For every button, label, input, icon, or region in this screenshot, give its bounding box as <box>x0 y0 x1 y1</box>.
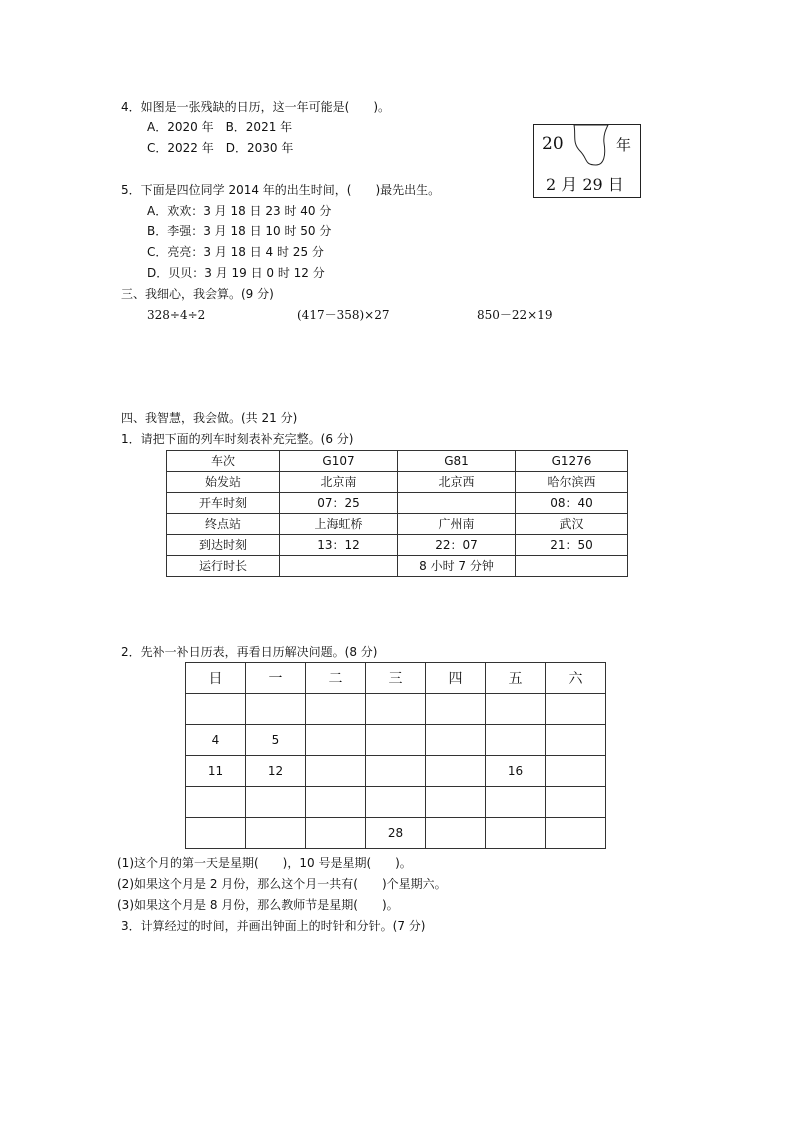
calendar-day-cell: 5 <box>246 725 306 756</box>
calendar-day-cell[interactable] <box>366 725 426 756</box>
calendar-day-cell[interactable] <box>366 694 426 725</box>
calendar-day-cell[interactable] <box>426 694 486 725</box>
calendar-day-cell[interactable] <box>486 694 546 725</box>
answer-blank-cell[interactable] <box>516 556 628 577</box>
table-cell: 08：40 <box>516 493 628 514</box>
calendar-day-cell[interactable] <box>546 694 606 725</box>
calendar-day-cell[interactable] <box>246 694 306 725</box>
table-cell: 21：50 <box>516 535 628 556</box>
table-cell: G81 <box>398 451 516 472</box>
calendar-day-cell[interactable] <box>546 725 606 756</box>
table-row <box>167 535 628 556</box>
expr-1: 328÷4÷2 <box>147 308 206 322</box>
table-row <box>167 556 628 577</box>
calendar-day-cell[interactable] <box>366 787 426 818</box>
calendar-day-cell[interactable] <box>426 756 486 787</box>
table-cell: 到达时刻 <box>167 535 280 556</box>
q5-stem: 5．下面是四位同学 2014 年的出生时间，( )最先出生。 <box>121 183 441 197</box>
calendar-day-cell[interactable] <box>306 787 366 818</box>
calendar-day-cell[interactable] <box>486 787 546 818</box>
calendar-day-cell[interactable] <box>486 818 546 849</box>
calendar-day-cell: 16 <box>486 756 546 787</box>
calendar-day-cell[interactable] <box>366 756 426 787</box>
table-cell: 哈尔滨西 <box>516 472 628 493</box>
table-cell: 北京南 <box>280 472 398 493</box>
calendar-day-cell[interactable] <box>426 787 486 818</box>
expr-3: 850－22×19 <box>477 308 553 322</box>
table-cell: 22：07 <box>398 535 516 556</box>
q2-title: 2．先补一补日历表，再看日历解决问题。(8 分) <box>121 645 378 659</box>
q1-title: 1．请把下面的列车时刻表补充完整。(6 分) <box>121 432 354 446</box>
q5-option-b: B．李强：3 月 18 日 10 时 50 分 <box>147 224 332 238</box>
calendar-day-cell[interactable] <box>426 725 486 756</box>
fragment-year-prefix: 20 <box>542 134 564 154</box>
calendar-day-cell[interactable] <box>246 818 306 849</box>
calendar-day-cell[interactable] <box>426 818 486 849</box>
calendar-day-cell[interactable] <box>186 818 246 849</box>
calendar-day-cell[interactable] <box>186 694 246 725</box>
table-row <box>167 493 628 514</box>
sub-question-2: (2)如果这个月是 2 月份，那么这个月一共有( )个星期六。 <box>117 877 447 891</box>
weekday-header: 二 <box>306 663 366 694</box>
table-cell: 武汉 <box>516 514 628 535</box>
table-row <box>167 514 628 535</box>
table-cell: 07：25 <box>280 493 398 514</box>
table-cell: 13：12 <box>280 535 398 556</box>
weekday-header: 一 <box>246 663 306 694</box>
calendar-week-row <box>186 787 606 818</box>
q5-option-a: A．欢欢：3 月 18 日 23 时 40 分 <box>147 204 332 218</box>
weekday-header: 日 <box>186 663 246 694</box>
table-cell: G1276 <box>516 451 628 472</box>
table-cell: 始发站 <box>167 472 280 493</box>
calendar-day-cell[interactable] <box>306 694 366 725</box>
q4-stem: 4．如图是一张残缺的日历，这一年可能是( )。 <box>121 100 390 114</box>
table-cell: 终点站 <box>167 514 280 535</box>
section3-title: 三、我细心，我会算。(9 分) <box>121 287 274 301</box>
calendar-day-cell: 28 <box>366 818 426 849</box>
section4-title: 四、我智慧，我会做。(共 21 分) <box>121 411 298 425</box>
calendar-week-row <box>186 694 606 725</box>
calendar-day-cell[interactable] <box>306 725 366 756</box>
table-cell: 广州南 <box>398 514 516 535</box>
calendar-day-cell: 11 <box>186 756 246 787</box>
table-cell: 运行时长 <box>167 556 280 577</box>
table-cell: 北京西 <box>398 472 516 493</box>
torn-calendar-figure <box>533 124 641 198</box>
answer-blank-cell[interactable] <box>398 493 516 514</box>
calendar-day-cell[interactable] <box>546 818 606 849</box>
calendar-day-cell[interactable] <box>546 787 606 818</box>
calendar-day-cell[interactable] <box>306 818 366 849</box>
weekday-header-row <box>186 663 606 694</box>
q5-option-c: C．亮亮：3 月 18 日 4 时 25 分 <box>147 245 324 259</box>
sub-question-1: (1)这个月的第一天是星期( )，10 号是星期( )。 <box>117 856 412 870</box>
q4-options-row1: A．2020 年 B．2021 年 <box>147 120 293 134</box>
calendar-week-row <box>186 725 606 756</box>
calendar-day-cell[interactable] <box>186 787 246 818</box>
fragment-year-suffix: 年 <box>616 136 632 154</box>
table-row <box>167 472 628 493</box>
table-cell: G107 <box>280 451 398 472</box>
weekday-header: 三 <box>366 663 426 694</box>
calendar-day-cell: 12 <box>246 756 306 787</box>
train-timetable <box>166 450 628 577</box>
weekday-header: 五 <box>486 663 546 694</box>
q5-option-d: D．贝贝：3 月 19 日 0 时 12 分 <box>147 266 325 280</box>
calendar-day-cell: 4 <box>186 725 246 756</box>
expr-2: (417－358)×27 <box>297 308 390 322</box>
fragment-date: 2 月 29 日 <box>546 175 624 194</box>
calendar-day-cell[interactable] <box>486 725 546 756</box>
q4-options-row2: C．2022 年 D．2030 年 <box>147 141 294 155</box>
calendar-day-cell[interactable] <box>546 756 606 787</box>
calendar-day-cell[interactable] <box>246 787 306 818</box>
calendar-week-row <box>186 756 606 787</box>
weekday-header: 四 <box>426 663 486 694</box>
q3-title: 3．计算经过的时间，并画出钟面上的时针和分针。(7 分) <box>121 919 426 933</box>
answer-blank-cell[interactable] <box>280 556 398 577</box>
month-calendar <box>185 662 606 849</box>
table-row <box>167 451 628 472</box>
sub-question-3: (3)如果这个月是 8 月份，那么教师节是星期( )。 <box>117 898 399 912</box>
calendar-week-row <box>186 818 606 849</box>
calendar-day-cell[interactable] <box>306 756 366 787</box>
table-cell: 开车时刻 <box>167 493 280 514</box>
weekday-header: 六 <box>546 663 606 694</box>
table-cell: 8 小时 7 分钟 <box>398 556 516 577</box>
table-cell: 上海虹桥 <box>280 514 398 535</box>
table-cell: 车次 <box>167 451 280 472</box>
